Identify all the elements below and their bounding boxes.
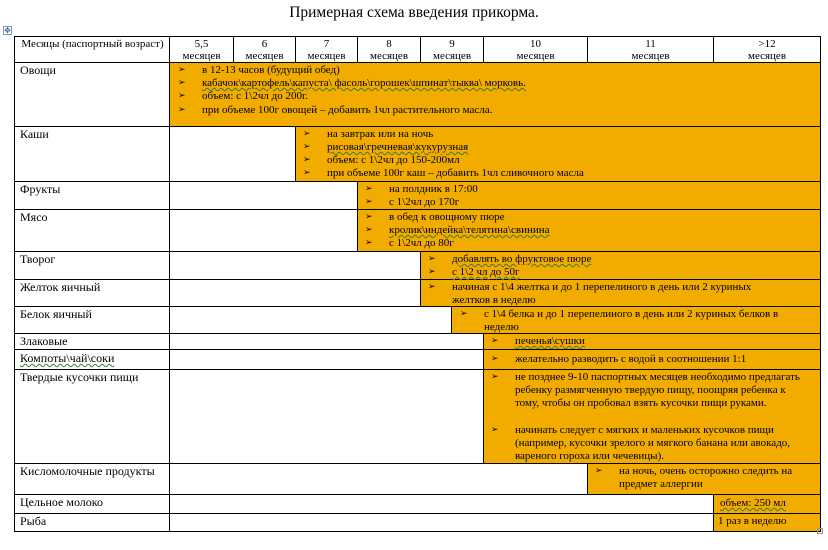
list-item: ➢ при объеме 100г каш – добавить 1чл сливочного масла [303,167,584,179]
list-item: ➢ кабачок\картофель\капуста\ фасоль\горошек\шпинат\тыква\ морковь. [178,77,526,89]
list-item: ➢ печенья\сушки [491,335,585,347]
arrow-bullet-icon: ➢ [365,238,373,248]
col-header-10 [484,38,587,62]
arrow-bullet-icon: ➢ [460,309,468,319]
row-label-fish: Рыба [20,514,47,528]
col-age: 8 [386,38,392,50]
col-unit: месяцев [631,50,670,62]
col-header-8 [358,38,420,62]
col-age: 9 [449,38,455,50]
list-item: ➢ с 1\2чл до 170г [365,196,460,208]
col-unit: месяцев [369,50,409,62]
row-label-porridge: Каши [20,127,49,141]
col-header-7 [296,38,357,62]
list-item: ➢ на полдник в 17:00 [365,183,478,195]
list-item: ➢ с 1\2чл до 80г [365,237,454,249]
arrow-bullet-icon: ➢ [178,105,186,115]
page-title: Примерная схема введения прикорма. [289,4,539,21]
col-unit: месяцев [516,50,555,62]
col-unit: месяцев [432,50,472,62]
whole-milk-note: объем: 250 мл [720,497,786,509]
row-label-cereals: Злаковые [20,334,68,348]
row-label-fruits: Фрукты [20,182,61,196]
list-item: ➢ не позднее 9-10 паспортных месяцев необходимо предлагать ребенку размягченную твердую пищу, поощряя ребенка к тому, чтобы он пробовал взять кусочки пищи руками. [491,371,800,409]
row-label-yolk: Желток яичный [20,280,101,294]
col-age: 11 [645,38,656,50]
months-header: Месяцы (паспортный возраст) [21,38,164,50]
col-age: 6 [261,38,268,50]
col-age: >12 [758,38,776,50]
list-item: ➢ желательно разводить с водой в соотношении 1:1 [491,353,747,365]
arrow-bullet-icon: ➢ [428,282,436,292]
arrow-bullet-icon: ➢ [491,336,499,346]
row-label-vegetables: Овощи [20,63,56,77]
row-label-cottage-cheese: Творог [20,252,56,266]
row-label-sour-milk: Кисломолочные продукты [20,464,155,478]
resize-handle-icon[interactable] [817,528,823,534]
list-item: ➢ на ночь, очень осторожно следить на предмет аллергии [595,465,793,490]
move-handle-icon[interactable]: ✥ [4,26,11,35]
arrow-bullet-icon: ➢ [428,267,436,277]
list-item: ➢ с 1\2 чл до 50г [428,266,520,278]
list-item: ➢ объем: с 1\2чл до 150-200мл [303,154,460,166]
arrow-bullet-icon: ➢ [491,372,499,382]
arrow-bullet-icon: ➢ [365,212,373,222]
row-label-egg-white: Белок яичный [20,307,92,321]
arrow-bullet-icon: ➢ [178,78,186,88]
arrow-bullet-icon: ➢ [178,91,186,101]
row-label-drinks: Компоты\чай\соки [20,351,115,365]
row-label-meat: Мясо [20,210,48,224]
list-item: ➢ кролик\индейка\телятина\свинина [365,224,550,236]
arrow-bullet-icon: ➢ [303,168,311,178]
row-label-solid-pieces: Твердые кусочки пищи [20,370,139,384]
list-item: ➢ в обед к овощному пюре [365,211,505,223]
list-item: ➢ начинать следует с мягких и маленьких кусочков пищи (например, кусочки зрелого и мягкого банана или авокадо, вареного гороха или чечевицы). [491,424,791,462]
list-item: ➢ рисовая\гречневая\кукурузная [303,141,469,153]
arrow-bullet-icon: ➢ [303,142,311,152]
col-age: 7 [323,38,330,50]
col-unit: месяцев [245,50,284,62]
col-unit: месяцев [182,50,221,62]
list-item: ➢ на завтрак или на ночь [303,128,434,140]
col-age: 10 [530,38,541,50]
list-item: ➢ начиная с 1\4 желтка и до 1 перепелиного в день или 2 куриных желтков в неделю [428,281,752,306]
fish-note: 1 раз в неделю [718,515,787,527]
arrow-bullet-icon: ➢ [428,254,436,264]
arrow-bullet-icon: ➢ [595,466,603,476]
col-unit: месяцев [747,50,787,62]
row-label-whole-milk: Цельное молоко [20,495,103,509]
arrow-bullet-icon: ➢ [303,155,311,165]
arrow-bullet-icon: ➢ [365,197,373,207]
col-header-9 [421,38,483,62]
col-header-5-5 [170,38,233,62]
col-age: 5,5 [194,38,209,50]
col-header-12 [714,38,820,62]
list-item: ➢ в 12-13 часов (будущий обед) [178,64,340,76]
list-item: ➢ при объеме 100г овощей – добавить 1чл растительного масла. [178,104,493,116]
arrow-bullet-icon: ➢ [365,225,373,235]
list-item: ➢ объем: с 1\2чл до 200г. [178,90,308,102]
list-item: ➢ добавлять во фруктовое пюре [428,253,592,265]
arrow-bullet-icon: ➢ [303,129,311,139]
arrow-bullet-icon: ➢ [491,425,499,435]
col-unit: месяцев [307,50,346,62]
list-item: ➢ с 1\4 белка и до 1 перепелиного в день или 2 куриных белков в неделю [460,308,779,333]
arrow-bullet-icon: ➢ [365,184,373,194]
arrow-bullet-icon: ➢ [178,65,186,75]
col-header-6 [234,38,295,62]
arrow-bullet-icon: ➢ [491,354,499,364]
col-header-11 [588,38,713,62]
